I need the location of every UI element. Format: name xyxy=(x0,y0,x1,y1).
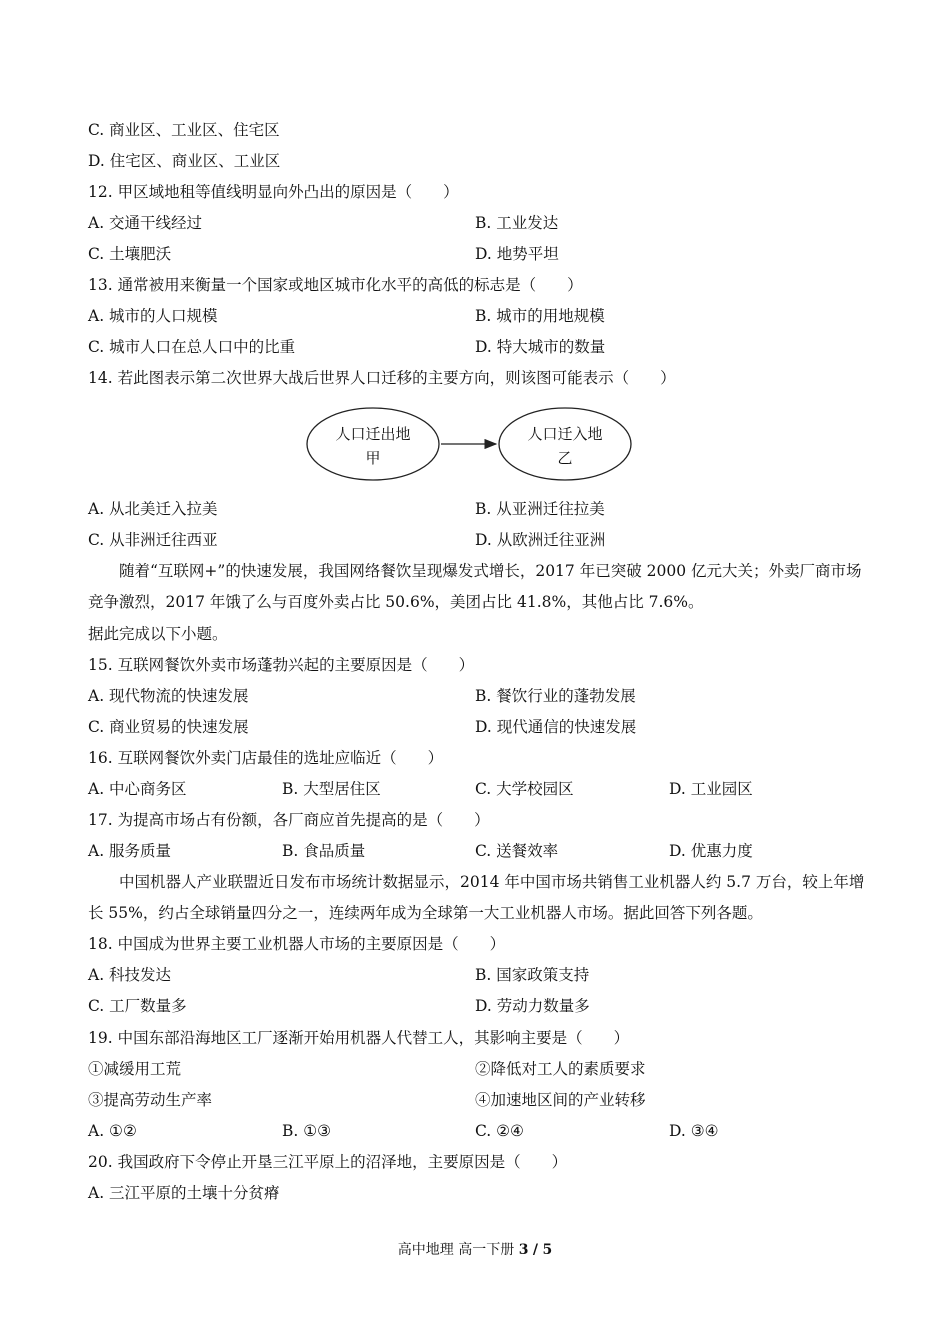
footer-subject: 高中地理 xyxy=(397,1242,454,1258)
origin-ellipse xyxy=(307,408,439,480)
option-d: D. 劳动力数量多 xyxy=(475,997,590,1015)
question-15: 15. 互联网餐饮外卖市场蓬勃兴起的主要原因是（ ） xyxy=(88,656,475,674)
option-line: D. 住宅区、商业区、工业区 xyxy=(88,152,281,170)
origin-code: 甲 xyxy=(365,449,381,467)
option-d: D. 从欧洲迁往亚洲 xyxy=(475,531,606,549)
passage-paragraph: 随着“互联网+”的快速发展，我国网络餐饮呈现爆发式增长，2017 年已突破 2000 亿元大关；外卖厂商市场竞争激烈，2017 年饿了么与百度外卖占比 50.6%，美团占比 41.8%，其他占比 7.6%。 xyxy=(88,562,862,611)
option-d: D. 地势平坦 xyxy=(475,245,559,263)
option-c: C. 工厂数量多 xyxy=(88,997,187,1015)
option-a: A. 科技发达 xyxy=(88,966,172,984)
question-17: 17. 为提高市场占有份额，各厂商应首先提高的是（ ） xyxy=(88,811,490,829)
question-12: 12. 甲区域地租等值线明显向外凸出的原因是（ ） xyxy=(88,183,459,201)
question-19: 19. 中国东部沿海地区工厂逐渐开始用机器人代替工人，其影响主要是（ ） xyxy=(88,1029,630,1047)
option-a: A. 交通干线经过 xyxy=(88,214,203,232)
option-c: C. 商业贸易的快速发展 xyxy=(88,718,249,736)
option-d: D. 特大城市的数量 xyxy=(475,338,606,356)
page-footer xyxy=(0,1240,950,1260)
statement-1: ①减缓用工荒 xyxy=(88,1060,182,1078)
option-c: C. 大学校园区 xyxy=(475,780,574,798)
migration-diagram xyxy=(300,407,640,485)
option-d: D. 优惠力度 xyxy=(669,842,753,860)
option-b: B. 工业发达 xyxy=(475,214,559,232)
option-a: A. 城市的人口规模 xyxy=(88,307,218,325)
option-d: D. 工业园区 xyxy=(669,780,753,798)
question-20: 20. 我国政府下令停止开垦三江平原上的沼泽地，主要原因是（ ） xyxy=(88,1153,568,1171)
passage-paragraph: 中国机器人产业联盟近日发布市场统计数据显示，2014 年中国市场共销售工业机器人约 5.7 万台，较上年增长 55%，约占全球销量四分之一，连续两年成为全球第一大工业机器人市场。据此回答下列各题。 xyxy=(88,873,865,922)
page-total: 5 xyxy=(542,1242,553,1258)
statement-2: ②降低对工人的素质要求 xyxy=(475,1060,646,1078)
option-b: B. 城市的用地规模 xyxy=(475,307,605,325)
destination-label: 人口迁入地 xyxy=(527,425,603,443)
page-number: 3 xyxy=(518,1242,529,1258)
question-16: 16. 互联网餐饮外卖门店最佳的选址应临近（ ） xyxy=(88,749,444,767)
origin-label: 人口迁出地 xyxy=(335,425,411,443)
option-a: A. ①② xyxy=(88,1122,137,1140)
option-a: A. 三江平原的土壤十分贫瘠 xyxy=(88,1184,280,1202)
option-b: B. ①③ xyxy=(282,1122,332,1140)
migration-diagram-svg xyxy=(300,407,640,485)
option-c: C. 城市人口在总人口中的比重 xyxy=(88,338,296,356)
destination-ellipse xyxy=(499,408,631,480)
option-a: A. 中心商务区 xyxy=(88,780,187,798)
option-c: C. ②④ xyxy=(475,1122,524,1140)
passage-instruction: 据此完成以下小题。 xyxy=(88,625,228,643)
destination-code: 乙 xyxy=(557,449,573,467)
option-a: A. 从北美迁入拉美 xyxy=(88,500,218,518)
option-a: A. 现代物流的快速发展 xyxy=(88,687,249,705)
option-d: D. ③④ xyxy=(669,1122,719,1140)
question-13: 13. 通常被用来衡量一个国家或地区城市化水平的高低的标志是（ ） xyxy=(88,276,583,294)
option-line: C. 商业区、工业区、住宅区 xyxy=(88,121,280,139)
question-14: 14. 若此图表示第二次世界大战后世界人口迁移的主要方向，则该图可能表示（ ） xyxy=(88,369,676,387)
option-b: B. 国家政策支持 xyxy=(475,966,590,984)
statement-3: ③提高劳动生产率 xyxy=(88,1091,213,1109)
option-b: B. 食品质量 xyxy=(282,842,366,860)
option-b: B. 餐饮行业的蓬勃发展 xyxy=(475,687,636,705)
option-a: A. 服务质量 xyxy=(88,842,172,860)
option-b: B. 从亚洲迁往拉美 xyxy=(475,500,605,518)
statement-4: ④加速地区间的产业转移 xyxy=(475,1091,646,1109)
option-d: D. 现代通信的快速发展 xyxy=(475,718,637,736)
page-separator: / xyxy=(532,1242,539,1258)
footer-grade: 高一下册 xyxy=(458,1242,515,1258)
question-18: 18. 中国成为世界主要工业机器人市场的主要原因是（ ） xyxy=(88,935,506,953)
option-c: C. 从非洲迁往西亚 xyxy=(88,531,218,549)
option-c: C. 送餐效率 xyxy=(475,842,559,860)
option-b: B. 大型居住区 xyxy=(282,780,381,798)
option-c: C. 土壤肥沃 xyxy=(88,245,172,263)
